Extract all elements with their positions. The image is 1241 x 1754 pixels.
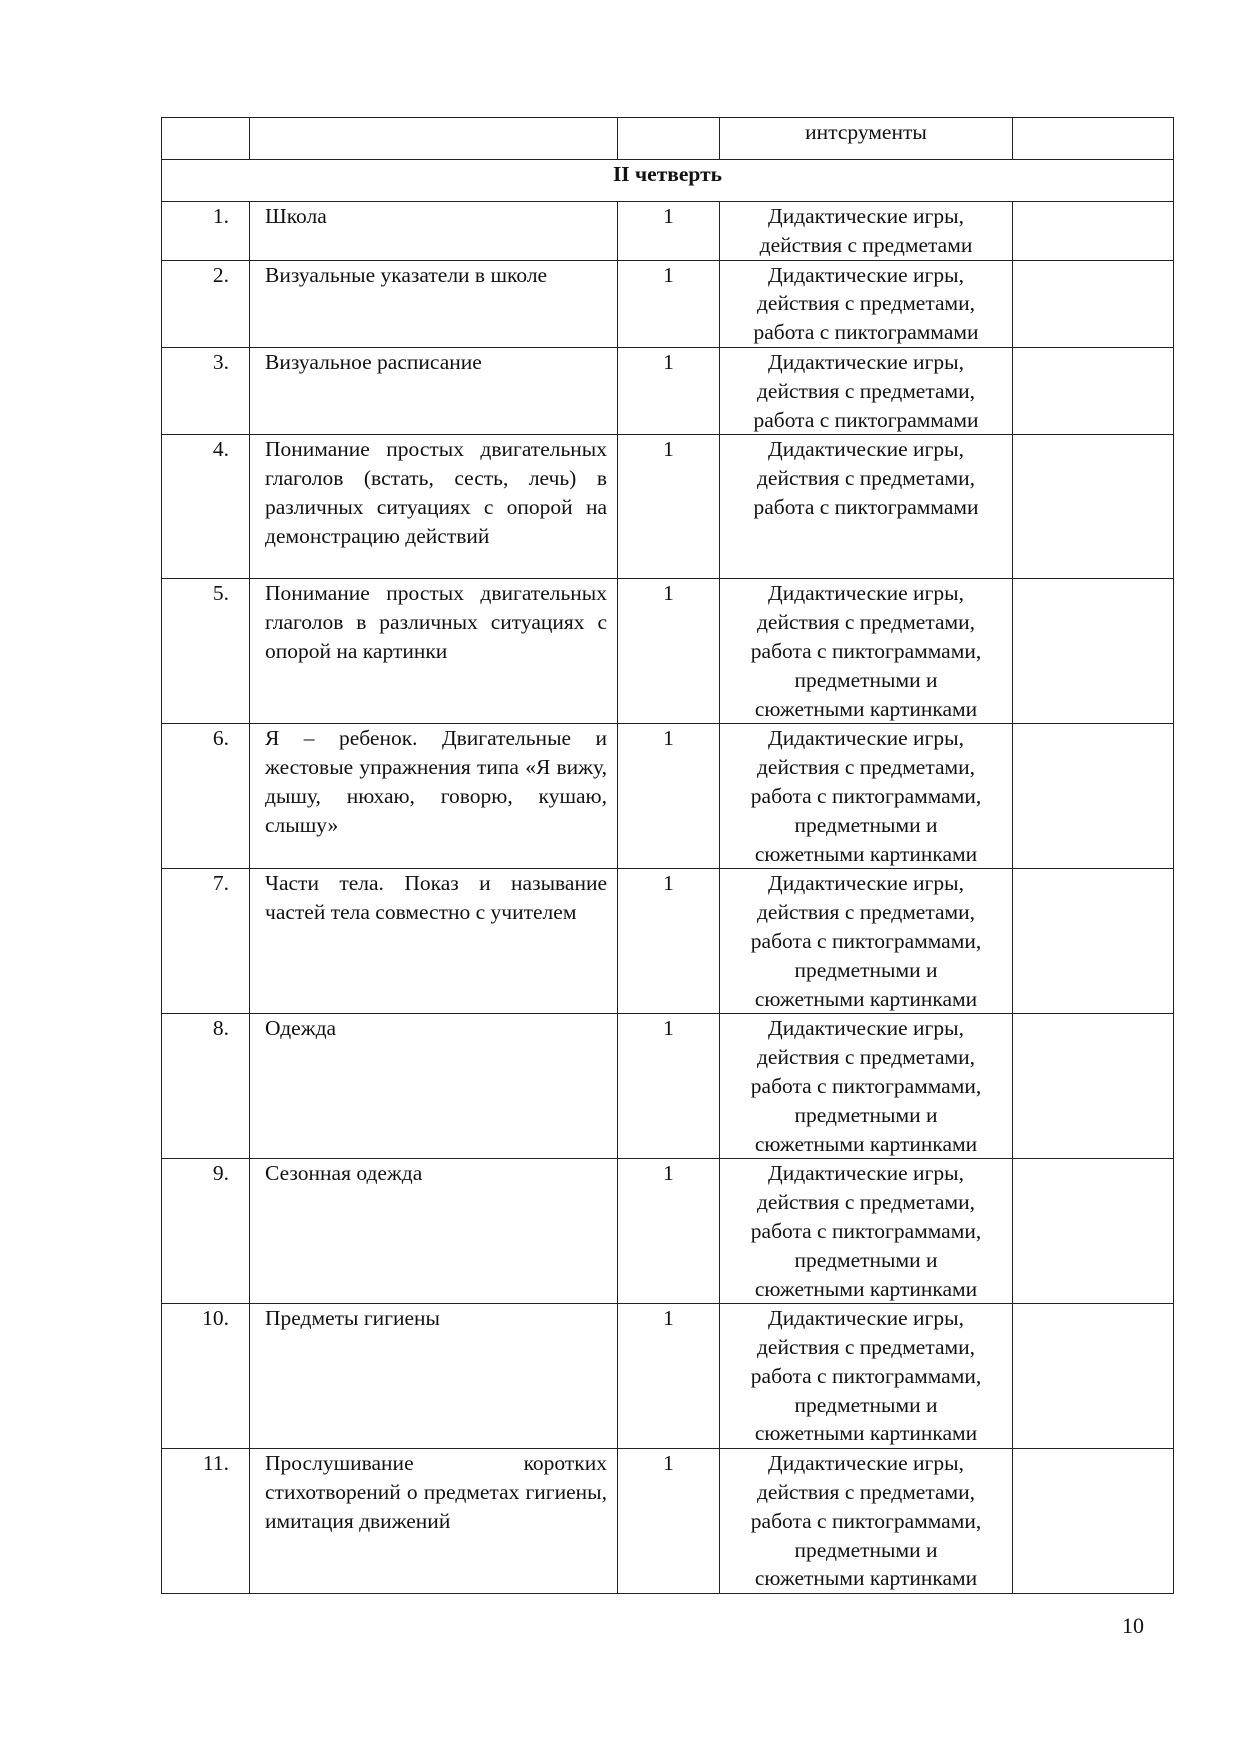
row-hours: 1 xyxy=(618,202,720,261)
cell-method: интсрументы xyxy=(720,118,1013,160)
row-extra xyxy=(1013,1014,1174,1159)
row-number: 7. xyxy=(162,869,250,1014)
row-method xyxy=(720,260,1013,347)
row-method xyxy=(720,347,1013,434)
row-method xyxy=(720,435,1013,579)
method-line: работа с пиктограммами, xyxy=(750,1218,982,1243)
method-line: действия с предметами, xyxy=(756,291,976,316)
row-number: 9. xyxy=(162,1159,250,1304)
table-row xyxy=(162,202,1174,261)
method-line: Дидактические игры, xyxy=(768,726,964,751)
row-hours: 1 xyxy=(618,579,720,724)
method-line: сюжетными картинками xyxy=(754,1276,978,1301)
method-line: Дидактические игры, xyxy=(768,262,964,287)
row-number: 6. xyxy=(162,724,250,869)
method-line: сюжетными картинками xyxy=(754,1566,978,1591)
row-number: 10. xyxy=(162,1304,250,1449)
row-method xyxy=(720,1014,1013,1159)
row-extra xyxy=(1013,435,1174,579)
method-line: сюжетными картинками xyxy=(754,841,978,866)
method-line: работа с пиктограммами, xyxy=(750,1508,982,1533)
method-line: предметными и xyxy=(794,1102,938,1127)
row-number: 1. xyxy=(162,202,250,261)
row-topic: Понимание простых двигательных глаголов (встать, сесть, лечь) в различных ситуациях с опорой на демонстрацию действий xyxy=(250,435,618,579)
method-line: предметными и xyxy=(794,957,938,982)
row-extra xyxy=(1013,724,1174,869)
row-hours: 1 xyxy=(618,260,720,347)
row-topic: Понимание простых двигательных глаголов в различных ситуациях с опорой на картинки xyxy=(250,579,618,724)
table-row xyxy=(162,347,1174,434)
method-line: действия с предметами, xyxy=(756,900,976,925)
method-line: работа с пиктограммами, xyxy=(750,1363,982,1388)
method-line: Дидактические игры, xyxy=(768,1016,964,1041)
section-header-row xyxy=(162,160,1174,202)
method-line: Дидактические игры, xyxy=(768,437,964,462)
row-number: 3. xyxy=(162,347,250,434)
row-number: 11. xyxy=(162,1449,250,1594)
row-extra xyxy=(1013,869,1174,1014)
row-number: 4. xyxy=(162,435,250,579)
method-line: действия с предметами, xyxy=(756,378,976,403)
row-hours: 1 xyxy=(618,1014,720,1159)
row-topic: Одежда xyxy=(250,1014,618,1159)
table-row xyxy=(162,579,1174,724)
row-extra xyxy=(1013,260,1174,347)
method-line: действия с предметами, xyxy=(756,610,976,635)
row-topic: Части тела. Показ и называние частей тела совместно с учителем xyxy=(250,869,618,1014)
method-line: предметными и xyxy=(794,812,938,837)
cell-extra xyxy=(1013,118,1174,160)
table-row-continuation xyxy=(162,118,1174,160)
table-row xyxy=(162,435,1174,579)
method-line: работа с пиктограммами, xyxy=(750,783,982,808)
method-line: действия с предметами, xyxy=(756,466,976,491)
row-hours: 1 xyxy=(618,1304,720,1449)
method-line: работа с пиктограммами, xyxy=(750,928,982,953)
row-method xyxy=(720,869,1013,1014)
row-hours: 1 xyxy=(618,869,720,1014)
row-hours: 1 xyxy=(618,724,720,869)
method-line: Дидактические игры, xyxy=(768,871,964,896)
method-line: Дидактические игры, xyxy=(768,204,964,228)
row-number: 8. xyxy=(162,1014,250,1159)
method-line: действия с предметами xyxy=(759,232,973,257)
row-extra xyxy=(1013,1304,1174,1449)
row-topic: Визуальное расписание xyxy=(250,347,618,434)
row-extra xyxy=(1013,202,1174,261)
method-line: работа с пиктограммами xyxy=(753,494,979,519)
method-line: предметными и xyxy=(794,667,938,692)
row-topic: Визуальные указатели в школе xyxy=(250,260,618,347)
method-line: действия с предметами, xyxy=(756,1045,976,1070)
row-hours: 1 xyxy=(618,1159,720,1304)
method-line: работа с пиктограммами, xyxy=(750,1073,982,1098)
row-extra xyxy=(1013,579,1174,724)
method-line: работа с пиктограммами xyxy=(753,407,979,432)
table-row xyxy=(162,1159,1174,1304)
method-line: работа с пиктограммами xyxy=(753,320,979,345)
row-number: 5. xyxy=(162,579,250,724)
method-line: сюжетными картинками xyxy=(754,986,978,1011)
row-method xyxy=(720,724,1013,869)
page-number: 10 xyxy=(1122,1613,1144,1638)
method-line: действия с предметами, xyxy=(756,1190,976,1215)
row-number: 2. xyxy=(162,260,250,347)
lesson-plan-table xyxy=(161,117,1174,1594)
method-line: Дидактические игры, xyxy=(768,1451,964,1476)
method-line: Дидактические игры, xyxy=(768,1161,964,1186)
method-line: сюжетными картинками xyxy=(754,1421,978,1446)
method-line: действия с предметами, xyxy=(756,755,976,780)
row-topic: Я – ребенок. Двигательные и жестовые упражнения типа «Я вижу, дышу, нюхаю, говорю, кушаю, слышу» xyxy=(250,724,618,869)
table-row xyxy=(162,1014,1174,1159)
method-line: работа с пиктограммами, xyxy=(750,638,982,663)
method-line: Дидактические игры, xyxy=(768,349,964,374)
row-method xyxy=(720,1449,1013,1594)
row-topic: Школа xyxy=(250,202,618,261)
row-extra xyxy=(1013,1449,1174,1594)
row-method xyxy=(720,1159,1013,1304)
table-row xyxy=(162,724,1174,869)
method-line: Дидактические игры, xyxy=(768,581,964,606)
method-line: действия с предметами, xyxy=(756,1335,976,1360)
row-topic: Сезонная одежда xyxy=(250,1159,618,1304)
table-row xyxy=(162,869,1174,1014)
method-line: действия с предметами, xyxy=(756,1480,976,1505)
table-row xyxy=(162,1304,1174,1449)
row-extra xyxy=(1013,1159,1174,1304)
cell-topic xyxy=(250,118,618,160)
row-topic: Предметы гигиены xyxy=(250,1304,618,1449)
method-line: предметными и xyxy=(794,1537,938,1562)
row-method xyxy=(720,202,1013,261)
row-topic: Прослушивание коротких стихотворений о предметах гигиены, имитация движений xyxy=(250,1449,618,1594)
row-hours: 1 xyxy=(618,347,720,434)
method-line: предметными и xyxy=(794,1247,938,1272)
method-line: сюжетными картинками xyxy=(754,696,978,721)
row-method xyxy=(720,579,1013,724)
cell-num xyxy=(162,118,250,160)
row-hours: 1 xyxy=(618,1449,720,1594)
table-row xyxy=(162,1449,1174,1594)
section-title: II четверть xyxy=(162,160,1174,202)
method-line: предметными и xyxy=(794,1392,938,1417)
row-method xyxy=(720,1304,1013,1449)
cell-hours xyxy=(618,118,720,160)
row-extra xyxy=(1013,347,1174,434)
table-row xyxy=(162,260,1174,347)
method-line: Дидактические игры, xyxy=(768,1306,964,1331)
row-hours: 1 xyxy=(618,435,720,579)
method-line: сюжетными картинками xyxy=(754,1131,978,1156)
